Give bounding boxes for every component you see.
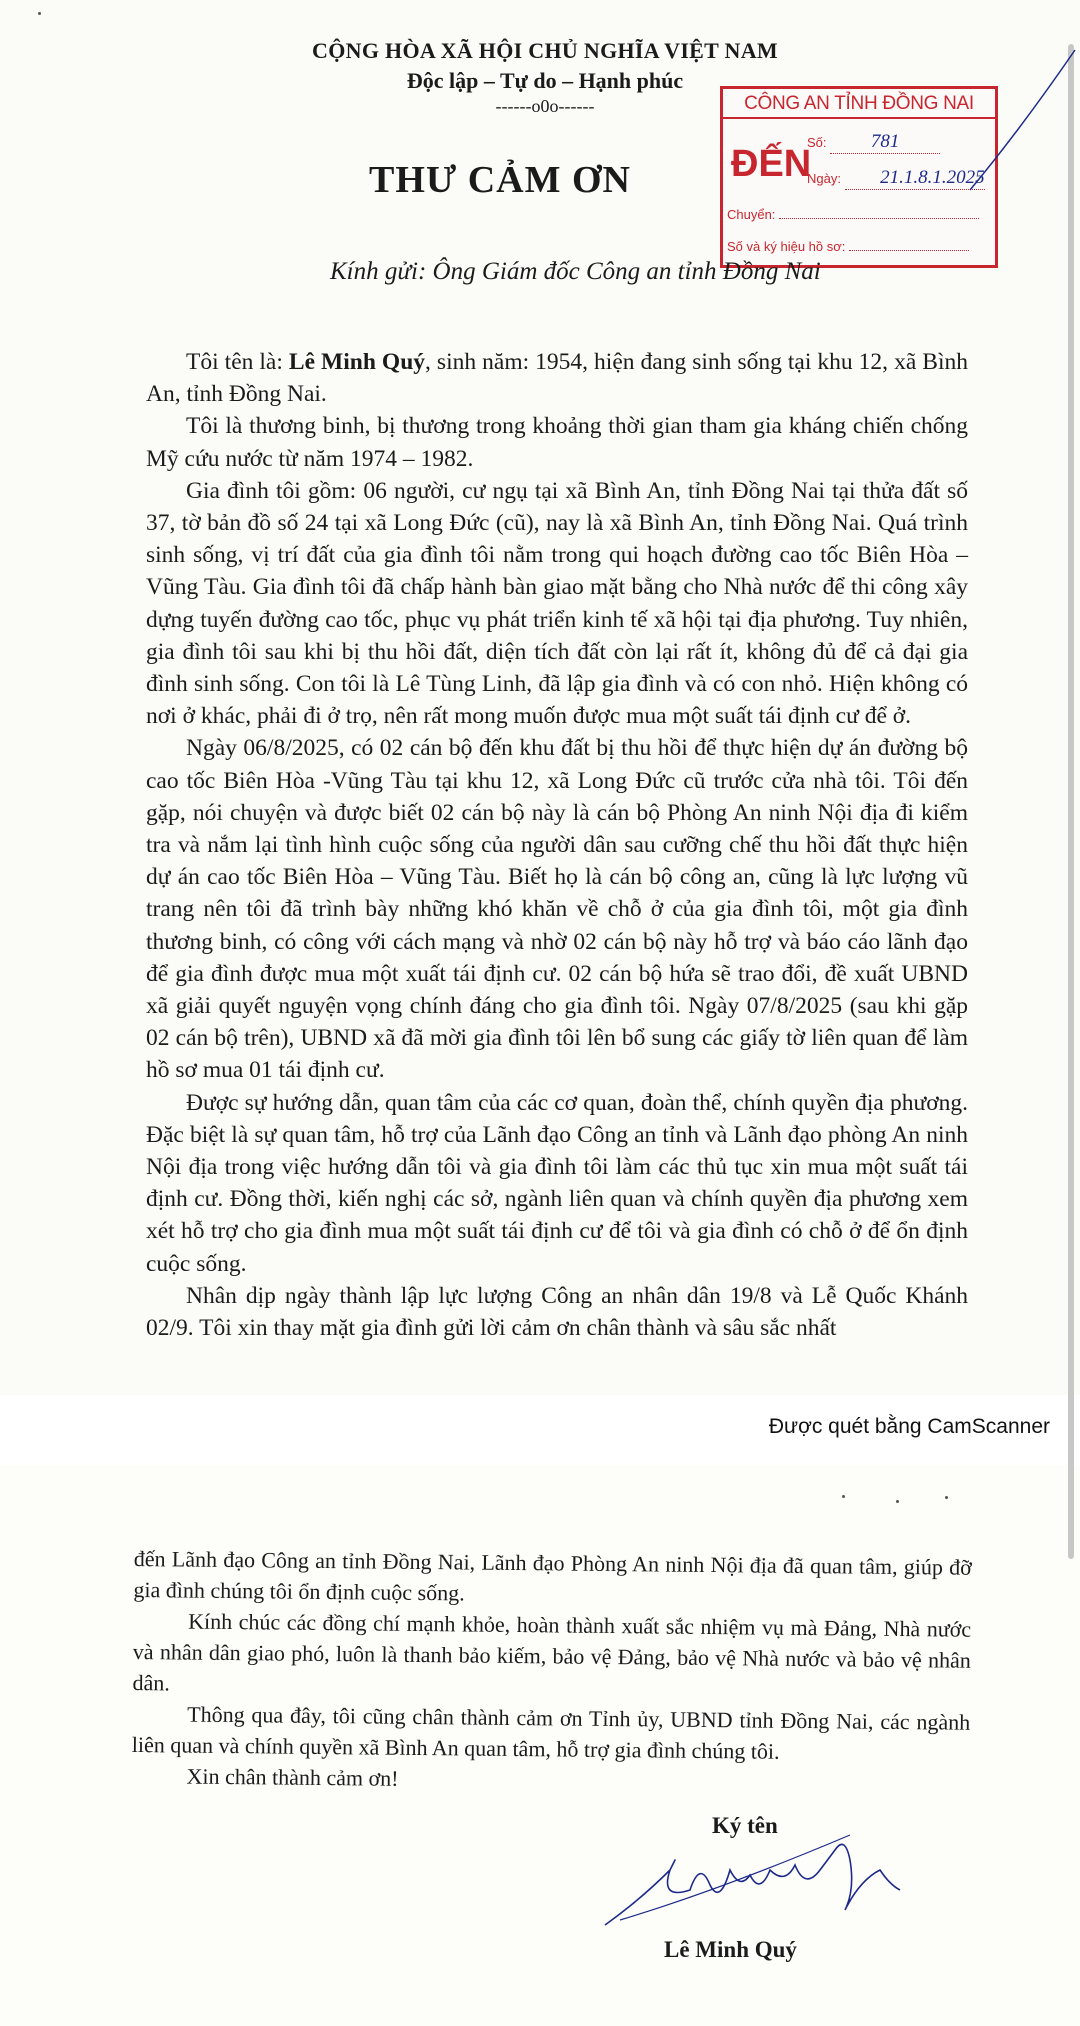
camscanner-label: Được quét bằng CamScanner: [768, 1415, 1050, 1438]
paragraph-support: Được sự hướng dẫn, quan tâm của các cơ quan, đoàn thể, chính quyền địa phương. Đặc biệt là sự quan tâm, hỗ trợ của Lãnh đạo Công an tỉnh và Lãnh đạo phòng An ninh Nội địa trong việc hướng dẫn tôi và gia đình tôi làm các thủ tục xin mua một suất tái định cư. Đồng thời, kiến nghị các sở, ngành liên quan và chính quyền địa phương xem xét hỗ trợ cho gia đình mua một suất tái định cư để tôi và gia đình có chỗ ở để ổn định cuộc sống.: [146, 1089, 968, 1277]
stamp-forward: [727, 207, 979, 222]
paragraph-wishes: Kính chúc các đồng chí mạnh khỏe, hoàn thành xuất sắc nhiệm vụ mà Đảng, Nhà nước và nhân dân giao phó, luôn là thanh bảo kiếm, bảo vệ Đảng, bảo vệ Nhà nước và bảo vệ nhân dân.: [132, 1608, 972, 1696]
pen-stroke-decoration: [960, 40, 1080, 200]
scan-speck: [38, 12, 41, 15]
letter-recipient: Kính gửi: Ông Giám đốc Công an tỉnh Đồng Nai: [330, 258, 821, 285]
scan-speck: [896, 1500, 899, 1503]
signature-label: Ký tên: [712, 1813, 778, 1838]
nation-name: CỘNG HÒA XÃ HỘI CHỦ NGHĨA VIỆT NAM: [312, 38, 778, 63]
handwritten-signature: [600, 1830, 930, 1930]
stamp-den: ĐẾN: [731, 143, 812, 185]
header-decoration: ------o0o------: [495, 96, 595, 116]
intro-rest: , sinh năm: 1954, hiện đang sinh sống tại khu 12, xã Bình An, tỉnh Đồng Nai.: [146, 349, 968, 408]
intro-prefix: Tôi tên là:: [186, 349, 289, 375]
paragraph-intro: [146, 346, 968, 410]
stamp-date-label: Ngày:: [807, 171, 841, 186]
scan-speck: [945, 1496, 948, 1499]
letter-title: THƯ CẢM ƠN: [369, 159, 631, 201]
stamp-number: [807, 131, 940, 154]
paragraph-gratitude: Thông qua đây, tôi cũng chân thành cảm ơn Tỉnh ủy, UBND tỉnh Đồng Nai, các ngành liên quan và chính quyền xã Bình An quan tâm, hỗ trợ gia đình chúng tôi.: [131, 1701, 971, 1764]
scrollbar[interactable]: [1068, 44, 1074, 1559]
stamp-file: [727, 239, 969, 254]
paragraph-thanks-start: Nhân dịp ngày thành lập lực lượng Công an nhân dân 19/8 và Lễ Quốc Khánh 02/9. Tôi xin thay mặt gia đình gửi lời cảm ơn chân thành và sâu sắc nhất: [146, 1282, 968, 1342]
stamp-file-label: Số và ký hiệu hồ sơ:: [727, 239, 846, 254]
stamp-date-value: 21.1.8.1.2025: [880, 167, 985, 188]
stamp-organization: CÔNG AN TỈNH ĐỒNG NAI: [723, 89, 995, 119]
paragraph-closing: Xin chân thành cảm ơn!: [186, 1763, 399, 1791]
stamp-number-label: Số:: [807, 135, 827, 150]
paragraph-veteran: Tôi là thương binh, bị thương trong khoảng thời gian tham gia kháng chiến chống Mỹ cứu nước từ năm 1974 – 1982.: [146, 413, 968, 472]
stamp-date: [807, 167, 985, 190]
letter-body-page-2: [131, 1543, 972, 1800]
author-name: Lê Minh Quý: [288, 349, 426, 375]
scan-speck: [842, 1495, 845, 1498]
paragraph-thanks-end: đến Lãnh đạo Công an tỉnh Đồng Nai, Lãnh đạo Phòng An ninh Nội địa đã quan tâm, giúp đỡ gia đình chúng tôi ổn định cuộc sống.: [133, 1545, 972, 1606]
stamp-number-value: 781: [870, 131, 900, 152]
received-stamp: [720, 86, 998, 268]
national-motto: Độc lập – Tự do – Hạnh phúc: [406, 68, 684, 93]
letter-body-page-1: [146, 346, 968, 1344]
stamp-forward-label: Chuyển:: [727, 207, 776, 222]
signer-name: Lê Minh Quý: [664, 1937, 797, 1962]
paragraph-meeting: Ngày 06/8/2025, có 02 cán bộ đến khu đất bị thu hồi để thực hiện dự án đường bộ cao tốc Biên Hòa -Vũng Tàu tại khu 12, xã Long Đức cũ trước cửa nhà tôi. Tôi đến gặp, nói chuyện và được biết 02 cán bộ này là cán bộ Phòng An ninh Nội địa đi kiểm tra và nắm lại tình hình cuộc sống của người dân sau cưỡng chế thu hồi đất thực hiện dự án cao tốc Biên Hòa – Vũng Tàu. Biết họ là cán bộ công an, cũng là lực lượng vũ trang nên tôi đã trình bày những khó khăn về chỗ ở của gia đình tôi, một gia đình thương binh, có công với cách mạng và nhờ 02 cán bộ này hỗ trợ và báo cáo lãnh đạo để gia đình được mua một xuất tái định cư. 02 cán bộ hứa sẽ trao đổi, đề xuất UBND xã giải quyết nguyện vọng chính đáng cho gia đình tôi. Ngày 07/8/2025 (sau khi gặp 02 cán bộ trên), UBND xã đã mời gia đình tôi lên bổ sung các giấy tờ liên quan để làm hồ sơ mua 01 tái định cư.: [146, 735, 968, 1084]
paragraph-family: Gia đình tôi gồm: 06 người, cư ngụ tại xã Bình An, tỉnh Đồng Nai tại thửa đất số 37, tờ bản đồ số 24 tại xã Long Đức (cũ), nay là xã Bình An, tỉnh Đồng Nai. Quá trình sinh sống, vị trí đất của gia đình tôi nằm trong qui hoạch đường cao tốc Biên Hòa – Vũng Tàu. Gia đình tôi đã chấp hành bàn giao mặt bằng cho Nhà nước để thi công xây dựng tuyến đường cao tốc, phục vụ phát triển kinh tế xã hội tại địa phương. Tuy nhiên, gia đình tôi sau khi bị thu hồi đất, diện tích đất còn lại rất ít, không đủ để cả đại gia đình sinh sống. Con tôi là Lê Tùng Linh, đã lập gia đình và có con nhỏ. Hiện không có nơi ở khác, phải đi ở trọ, nên rất mong muốn được mua một suất tái định cư để ở.: [146, 477, 968, 730]
